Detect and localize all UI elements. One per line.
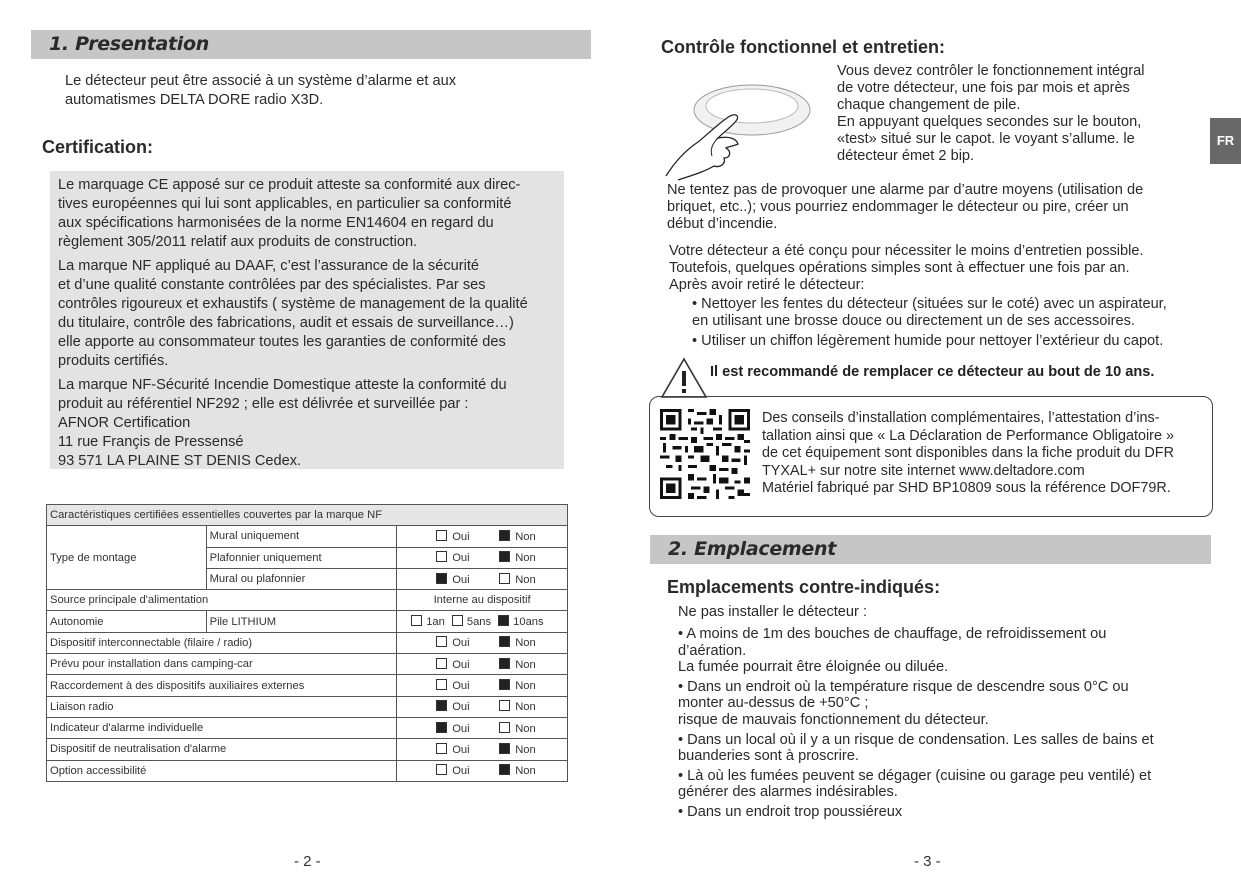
entretien-bullet-line: • Utiliser un chiffon légèrement humide pour nettoyer l’extérieur du capot.	[692, 333, 1164, 349]
unchecked-box-icon	[436, 551, 447, 562]
intro-line: automatismes DELTA DORE radio X3D.	[65, 91, 324, 108]
autonomie-options	[397, 611, 568, 632]
non-option-label: Non	[515, 765, 536, 778]
yes-no-cell	[397, 568, 568, 589]
list-item	[678, 626, 1208, 676]
non-option-label: Non	[515, 680, 536, 693]
table-row	[47, 611, 568, 632]
unchecked-box-icon	[436, 530, 447, 541]
table-row	[47, 632, 568, 653]
nf-characteristics-table	[46, 504, 568, 782]
controle-line: de votre détecteur, une fois par mois et après	[837, 80, 1130, 96]
non-option-label: Non	[515, 701, 536, 714]
cert-line: règlement 305/2011 relatif aux produits de construction.	[58, 234, 418, 250]
list-item-line: buanderies sont à proscrire.	[678, 748, 859, 765]
autonomie-option-label: 10ans	[513, 616, 544, 629]
cert-line: du titulaire, contrôle des fabrications, audit et essais de surveillance…)	[58, 315, 514, 331]
cert-line: Le marquage CE apposé sur ce produit atteste sa conformité aux direc-	[58, 177, 521, 193]
checked-box-icon	[498, 615, 509, 626]
list-item-line: • Là où les fumées peuvent se dégager (cuisine ou garage peu ventilé) et	[678, 767, 1152, 784]
emplacements-list	[678, 626, 1208, 821]
montage-option: Mural uniquement	[206, 526, 397, 547]
cert-paragraph-ce	[58, 176, 556, 252]
checked-box-icon	[499, 679, 510, 690]
source-value: Interne au dispositif	[397, 590, 568, 611]
cert-line: elle apporte au consommateur toutes les garanties de conformité des	[58, 334, 506, 350]
entretien-paragraph	[669, 243, 1209, 294]
list-item-line: • A moins de 1m des bouches de chauffage, de refroidissement ou	[678, 626, 1107, 642]
unchecked-box-icon	[411, 615, 422, 626]
oui-option	[436, 573, 499, 586]
oui-option-label: Oui	[452, 765, 470, 778]
controle-line: En appuyant quelques secondes sur le bouton,	[837, 114, 1142, 130]
non-option	[499, 530, 536, 543]
section-bar-presentation	[31, 30, 591, 59]
cert-paragraph-nf-securite	[58, 376, 556, 471]
row-label: Liaison radio	[47, 696, 397, 717]
checked-box-icon	[436, 700, 447, 711]
info-line: tallation ainsi que « La Déclaration de Performance Obligatoire »	[762, 427, 1174, 444]
info-line: TYXAL+ sur notre site internet www.deltadore.com	[762, 462, 1085, 479]
info-line: Matériel fabriqué par SHD BP10809 sous la référence DOF79R.	[762, 480, 1171, 496]
unchecked-box-icon	[499, 700, 510, 711]
language-tab: FR	[1210, 118, 1241, 164]
cert-line: aux spécifications harmonisées de la norme EN14604 en regard du	[58, 215, 494, 231]
checked-box-icon	[499, 658, 510, 669]
replacement-warning: Il est recommandé de remplacer ce détecteur au bout de 10 ans.	[710, 364, 1155, 380]
oui-option	[436, 679, 499, 692]
cert-paragraph-nf	[58, 257, 556, 371]
cert-line: La marque NF appliqué au DAAF, c’est l’assurance de la sécurité	[58, 258, 480, 274]
oui-option	[436, 636, 499, 649]
montage-label: Type de montage	[47, 526, 207, 590]
oui-option	[436, 722, 499, 735]
list-item	[678, 679, 1208, 729]
non-option	[499, 700, 536, 713]
non-option-label: Non	[515, 637, 536, 650]
yes-no-cell	[397, 675, 568, 696]
oui-option-label: Oui	[452, 680, 470, 693]
cert-line: produit au référentiel NF292 ; elle est délivrée et surveillée par :	[58, 396, 469, 412]
table-row	[47, 696, 568, 717]
cert-line: produits certifiés.	[58, 353, 169, 369]
oui-option	[436, 764, 499, 777]
controle-line: détecteur émet 2 bip.	[837, 148, 975, 164]
list-item-line: • Dans un local où il y a un risque de condensation. Les salles de bains et	[678, 731, 1154, 748]
checked-box-icon	[499, 530, 510, 541]
non-option	[499, 722, 536, 735]
row-label: Dispositif interconnectable (filaire / radio)	[47, 632, 397, 653]
controle-line: «test» situé sur le capot. le voyant s’allume. le	[837, 131, 1135, 147]
entretien-bullets	[692, 296, 1212, 350]
table-header-row	[47, 505, 568, 526]
non-option-label: Non	[515, 573, 536, 586]
non-option	[499, 551, 536, 564]
table-row	[47, 717, 568, 738]
emplacements-heading: Emplacements contre-indiqués:	[667, 577, 941, 597]
yes-no-cell	[397, 717, 568, 738]
source-label: Source principale d'alimentation	[47, 590, 397, 611]
yes-no-cell	[397, 654, 568, 675]
info-line: de cet équipement sont disponibles dans la fiche produit du DFR	[762, 445, 1174, 461]
yes-no-cell	[397, 760, 568, 781]
section-bar-emplacement	[650, 535, 1211, 564]
autonomie-option	[411, 615, 445, 628]
autonomie-option-label: 5ans	[466, 616, 492, 629]
non-option-label: Non	[515, 743, 536, 756]
table-row	[47, 590, 568, 611]
detector-cap	[706, 89, 798, 123]
autonomie-pile: Pile LITHIUM	[206, 611, 397, 632]
checked-box-icon	[436, 722, 447, 733]
oui-option-label: Oui	[452, 552, 470, 565]
non-option	[499, 764, 536, 777]
yes-no-cell	[397, 739, 568, 760]
warning-line: Ne tentez pas de provoquer une alarme par d’autre moyens (utilisation de	[667, 182, 1144, 198]
intro-line: Le détecteur peut être associé à un système d’alarme et aux	[65, 73, 457, 89]
oui-option	[436, 700, 499, 713]
checked-box-icon	[436, 573, 447, 584]
checked-box-icon	[499, 764, 510, 775]
cert-line: et d’une qualité constante contrôlées par des spécialistes. Par ses	[58, 277, 486, 293]
table-row	[47, 526, 568, 547]
hand-pressing-detector-illustration	[664, 72, 814, 182]
table-row	[47, 675, 568, 696]
intro-text	[65, 72, 565, 109]
list-item-line: • Dans un endroit trop poussiéreux	[678, 803, 903, 820]
controle-heading: Contrôle fonctionnel et entretien:	[661, 37, 946, 57]
table-row	[47, 760, 568, 781]
list-item	[678, 768, 1208, 801]
oui-option-label: Oui	[452, 530, 470, 543]
cert-line: 93 571 LA PLAINE ST DENIS Cedex.	[58, 453, 302, 469]
cert-line: 11 rue Françis de Pressensé	[58, 434, 244, 450]
oui-option	[436, 658, 499, 671]
unchecked-box-icon	[436, 679, 447, 690]
list-item-line: d’aération.	[678, 642, 747, 659]
oui-option	[436, 530, 499, 543]
unchecked-box-icon	[436, 764, 447, 775]
emplacements-intro: Ne pas installer le détecteur :	[678, 604, 868, 620]
table-header: Caractéristiques certifiées essentielles couvertes par la marque NF	[47, 505, 568, 526]
oui-option-label: Oui	[452, 743, 470, 756]
non-option	[499, 679, 536, 692]
cert-line: contrôles rigoureux et exhaustifs ( système de management de la qualité	[58, 296, 528, 312]
info-line: Des conseils d’installation complémentaires, l’attestation d’ins-	[762, 410, 1160, 426]
certification-box	[50, 171, 564, 469]
yes-no-cell	[397, 696, 568, 717]
yes-no-cell	[397, 632, 568, 653]
unchecked-box-icon	[452, 615, 463, 626]
list-item	[678, 732, 1208, 765]
unchecked-box-icon	[436, 658, 447, 669]
list-item-line: La fumée pourrait être éloignée ou diluée.	[678, 659, 949, 676]
non-option	[499, 743, 536, 756]
montage-option: Mural ou plafonnier	[206, 568, 397, 589]
yes-no-cell	[397, 526, 568, 547]
checked-box-icon	[499, 636, 510, 647]
controle-text	[837, 63, 1177, 165]
non-option	[499, 658, 536, 671]
table-row	[47, 654, 568, 675]
page-number-right: - 3 -	[914, 853, 941, 870]
warning-triangle-icon	[660, 357, 708, 399]
warning-paragraph	[667, 182, 1207, 233]
montage-option: Plafonnier uniquement	[206, 547, 397, 568]
autonomie-option-label: 1an	[426, 616, 445, 629]
table-row	[47, 739, 568, 760]
oui-option-label: Oui	[452, 573, 470, 586]
oui-option-label: Oui	[452, 658, 470, 671]
warning-line: briquet, etc..); vous pourriez endommager le détecteur ou pire, créer un	[667, 199, 1129, 215]
non-option	[499, 573, 536, 586]
checked-box-icon	[499, 551, 510, 562]
entretien-line: Votre détecteur a été conçu pour nécessiter le moins d’entretien possible.	[669, 243, 1144, 259]
autonomie-option	[452, 615, 491, 628]
row-label: Raccordement à des dispositifs auxiliaires externes	[47, 675, 397, 696]
section-title-presentation: 1. Presentation	[49, 33, 209, 55]
list-item-line: • Dans un endroit où la température risque de descendre sous 0°C ou	[678, 678, 1129, 695]
unchecked-box-icon	[499, 573, 510, 584]
autonomie-option	[498, 615, 543, 628]
non-option-label: Non	[515, 658, 536, 671]
hand-outline	[666, 115, 738, 180]
warning-line: début d’incendie.	[667, 216, 778, 232]
entretien-line: Toutefois, quelques opérations simples sont à effectuer une fois par an.	[669, 260, 1130, 276]
oui-option	[436, 551, 499, 564]
oui-option-label: Oui	[452, 701, 470, 714]
page-number-left: - 2 -	[294, 853, 321, 870]
controle-line: Vous devez contrôler le fonctionnement intégral	[837, 63, 1145, 79]
entretien-bullet-line: • Nettoyer les fentes du détecteur (situées sur le coté) avec un aspirateur,	[692, 296, 1167, 312]
certification-heading: Certification:	[42, 137, 154, 157]
list-item-line: risque de mauvais fonctionnement du détecteur.	[678, 711, 989, 728]
cert-line: tives européennes qui lui sont applicables, en particulier sa conformité	[58, 196, 512, 212]
list-item-line: monter au-dessus de +50°C ;	[678, 695, 869, 712]
row-label: Prévu pour installation dans camping-car	[47, 654, 397, 675]
non-option	[499, 636, 536, 649]
entretien-line: Après avoir retiré le détecteur:	[669, 277, 865, 293]
cert-line: La marque NF-Sécurité Incendie Domestique atteste la conformité du	[58, 377, 507, 393]
oui-option	[436, 743, 499, 756]
row-label: Indicateur d'alarme individuelle	[47, 717, 397, 738]
non-option-label: Non	[515, 552, 536, 565]
list-item	[678, 804, 1208, 821]
row-label: Dispositif de neutralisation d'alarme	[47, 739, 397, 760]
checked-box-icon	[499, 743, 510, 754]
cert-line: AFNOR Certification	[58, 415, 191, 431]
list-item-line: générer des alarmes indésirables.	[678, 784, 898, 801]
oui-option-label: Oui	[452, 637, 470, 650]
unchecked-box-icon	[436, 743, 447, 754]
non-option-label: Non	[515, 530, 536, 543]
row-label: Option accessibilité	[47, 760, 397, 781]
autonomie-label: Autonomie	[47, 611, 207, 632]
section-title-emplacement: 2. Emplacement	[668, 538, 837, 560]
controle-line: chaque changement de pile.	[837, 97, 1021, 113]
non-option-label: Non	[515, 722, 536, 735]
oui-option-label: Oui	[452, 722, 470, 735]
entretien-bullet-line: en utilisant une brosse douce ou directement un de ses accessoires.	[692, 313, 1135, 329]
qr-code-icon	[660, 409, 750, 499]
info-text	[762, 410, 1174, 498]
yes-no-cell	[397, 547, 568, 568]
unchecked-box-icon	[499, 722, 510, 733]
unchecked-box-icon	[436, 636, 447, 647]
